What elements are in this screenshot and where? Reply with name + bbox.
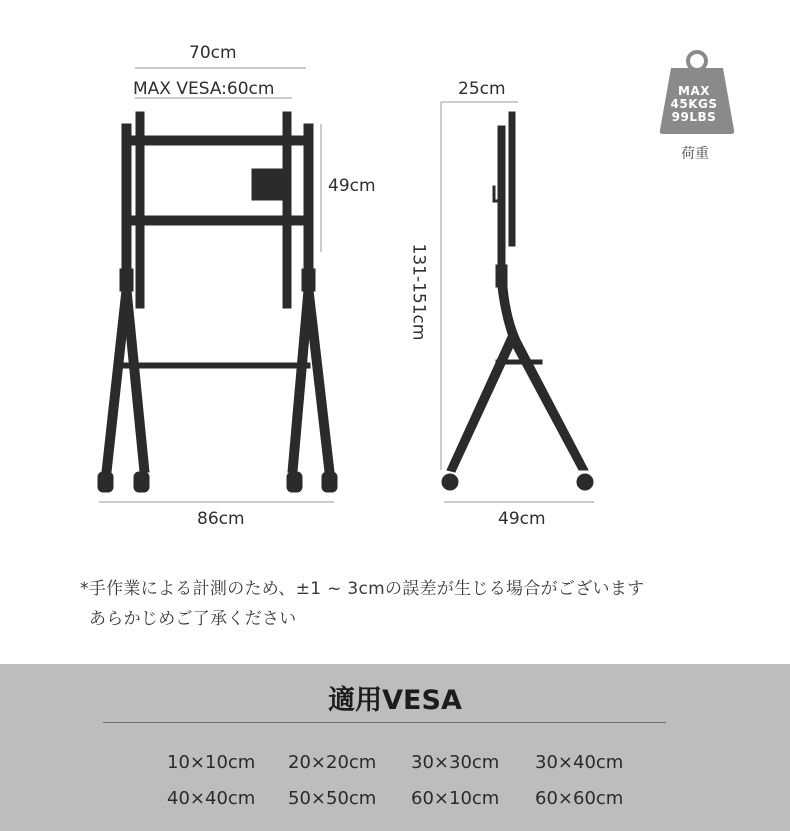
vesa-size: 20×20cm bbox=[288, 752, 377, 773]
vesa-panel-divider bbox=[103, 722, 666, 723]
vesa-size: 40×40cm bbox=[167, 788, 256, 809]
vesa-panel-title: 適用VESA bbox=[328, 685, 462, 716]
dim-bracket-height: 49cm bbox=[328, 176, 376, 196]
vesa-size: 30×40cm bbox=[535, 752, 624, 773]
badge-line-kgs: 45KGS bbox=[670, 97, 718, 111]
vesa-panel bbox=[0, 664, 790, 831]
vesa-size: 60×60cm bbox=[535, 788, 624, 809]
dim-vesa-max: MAX VESA:60cm bbox=[133, 79, 275, 99]
note-line-2: あらかじめご了承ください bbox=[89, 609, 297, 629]
badge-line-lbs: 99LBS bbox=[671, 110, 717, 124]
dim-depth-top: 25cm bbox=[458, 79, 506, 99]
dim-base-width: 86cm bbox=[197, 509, 245, 529]
vesa-size: 50×50cm bbox=[288, 788, 377, 809]
dim-base-depth: 49cm bbox=[498, 509, 546, 529]
vesa-size: 60×10cm bbox=[411, 788, 500, 809]
vesa-size: 30×30cm bbox=[411, 752, 500, 773]
badge-line-max: MAX bbox=[678, 84, 710, 98]
badge-label: 荷重 bbox=[681, 146, 709, 162]
dim-height-range: 131-151cm bbox=[408, 243, 429, 341]
front-view-stand bbox=[98, 68, 337, 502]
note-line-1: *手作業による計測のため、±1 ~ 3cmの誤差が生じる場合がございます bbox=[80, 579, 645, 599]
side-view-stand bbox=[441, 102, 594, 502]
dim-width-top: 70cm bbox=[189, 43, 237, 63]
vesa-size: 10×10cm bbox=[167, 752, 256, 773]
